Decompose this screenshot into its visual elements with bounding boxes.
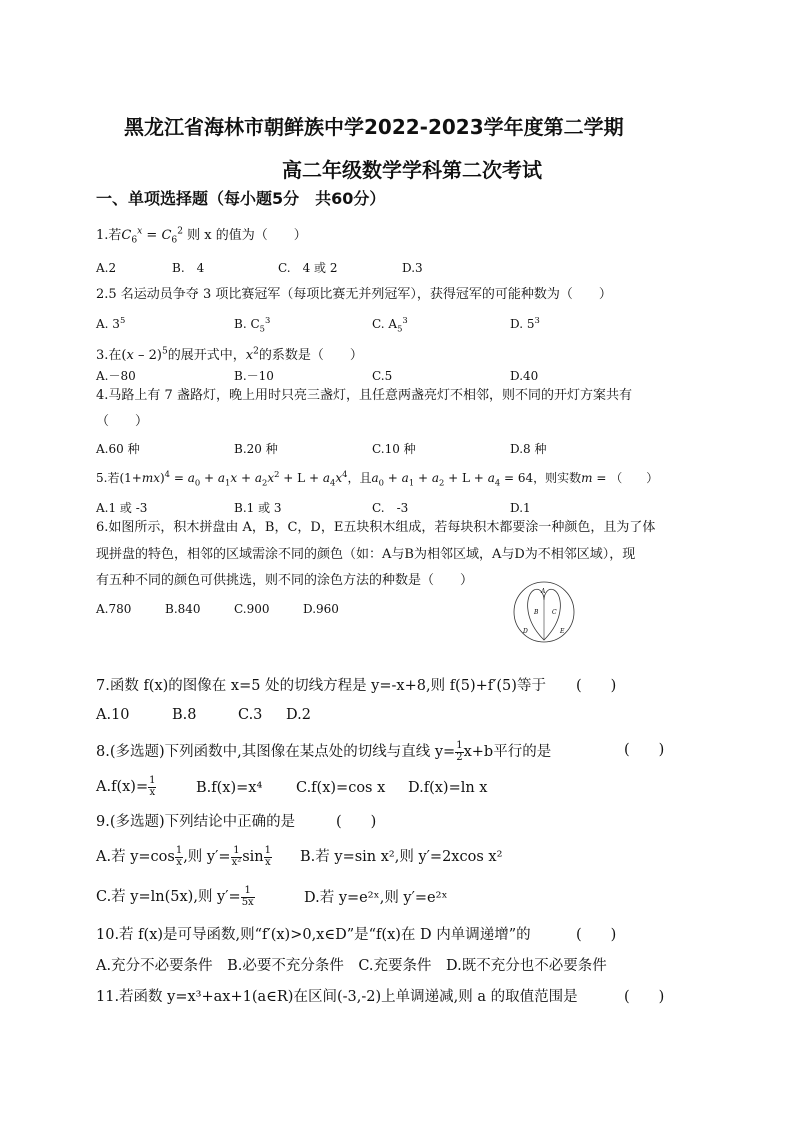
- q9-option-d: D.若 y=e²ˣ,则 y′=e²ˣ: [304, 890, 448, 906]
- question-11: 11.若函数 y=x³+ax+1(a∈R)在区间(-3,-2)上单调递减,则 a 的取值范围是: [96, 989, 578, 1005]
- question-9: 9.(多选题)下列结论中正确的是: [96, 814, 296, 830]
- diagram-label-a: A: [541, 588, 546, 595]
- q3-option-d: D.40: [510, 369, 539, 383]
- q3-option-c: C.5: [372, 369, 393, 383]
- q5-option-c: C. -3: [372, 501, 409, 515]
- q8-bracket: ( ): [624, 742, 665, 758]
- q6-option-b: B.840: [165, 602, 201, 616]
- q10-bracket: ( ): [576, 927, 617, 943]
- question-4-line1: 4.马路上有 7 盏路灯，晚上用时只亮三盏灯，且任意两盏亮灯不相邻，则不同的开灯方案共有: [96, 388, 632, 403]
- diagram-label-b: B: [534, 609, 539, 616]
- q1-option-c: C. 4 或 2: [278, 261, 338, 275]
- exam-title-line1: 黑龙江省海林市朝鲜族中学2022-2023学年度第二学期: [124, 115, 624, 139]
- q7-bracket: ( ): [576, 678, 617, 694]
- q9-option-b: B.若 y=sin x²,则 y′=2xcos x²: [300, 849, 503, 865]
- q2-option-d: D. $5^3$: [510, 315, 540, 331]
- q5-option-d: D.1: [510, 501, 531, 515]
- diagram-label-d: D: [523, 628, 528, 635]
- q10-options: A.充分不必要条件 B.必要不充分条件 C.充要条件 D.既不充分也不必要条件: [96, 958, 607, 974]
- q7-option-c: C.3: [238, 707, 263, 723]
- q6-option-c: C.900: [234, 602, 270, 616]
- q5-option-b: B.1 或 3: [234, 501, 282, 515]
- q8-option-a: A.f(x)= $\frac{1}{x}$: [96, 775, 156, 798]
- question-3: 3.在(x – 2)$^5$的展开式中，$x^2$的系数是（ ）: [96, 346, 363, 363]
- q3-option-a: A.－80: [96, 369, 136, 383]
- q6-option-a: A.780: [96, 602, 132, 616]
- q7-option-d: D.2: [286, 707, 311, 723]
- q11-bracket: ( ): [624, 989, 665, 1005]
- q9-option-c: C.若 y=ln(5x),则 y′= $\frac{1}{5x}$: [96, 885, 254, 908]
- puzzle-diagram: [508, 580, 580, 644]
- question-4-line2: （ ）: [96, 414, 149, 429]
- q4-option-a: A.60 种: [96, 442, 140, 456]
- q2-option-a: A. $3^5$: [96, 315, 126, 331]
- q8-option-d: D.f(x)=ln x: [408, 780, 488, 796]
- q4-option-c: C.10 种: [372, 442, 416, 456]
- q6-option-d: D.960: [303, 602, 339, 616]
- q9-bracket: ( ): [336, 814, 377, 830]
- q2-option-c: C. $A_5^3$: [372, 315, 408, 334]
- question-6-line1: 6.如图所示，积木拼盘由 A，B，C，D，E五块积木组成，若每块积木都要涂一种颜色，且为了体: [96, 520, 656, 535]
- q7-option-b: B.8: [172, 707, 197, 723]
- q9-option-a: A.若 y=cos $\frac{1}{x}$ ,则 y′= $\frac{1}{\text{x²}}$ sin $\frac{1}{x}$: [96, 845, 272, 868]
- q2-option-b: B. $C_5^3$: [234, 315, 271, 334]
- q4-option-b: B.20 种: [234, 442, 278, 456]
- q1-option-d: D.3: [402, 261, 423, 275]
- q8-option-b: B.f(x)=x⁴: [196, 780, 263, 796]
- diagram-label-e: E: [560, 628, 565, 635]
- diagram-label-c: C: [552, 609, 557, 616]
- q3-option-b: B.－10: [234, 369, 274, 383]
- question-7: 7.函数 f(x)的图像在 x=5 处的切线方程是 y=-x+8,则 f(5)+f′(5)等于: [96, 678, 546, 694]
- q4-option-d: D.8 种: [510, 442, 547, 456]
- question-6-line2: 现拼盘的特色，相邻的区域需涂不同的颜色（如：A与B为相邻区域，A与D为不相邻区域），现: [96, 547, 636, 562]
- question-1: 1.若$C_6^x = C_6^2$ 则 x 的值为（ ）: [96, 226, 307, 246]
- q7-option-a: A.10: [96, 707, 130, 723]
- q5-option-a: A.1 或 -3: [96, 501, 148, 515]
- question-2: 2.5 名运动员争夺 3 项比赛冠军（每项比赛无并列冠军），获得冠军的可能种数为（ ）: [96, 287, 612, 302]
- q1-option-b: B. 4: [172, 261, 205, 275]
- section-heading: 一、单项选择题（每小题5分 共60分）: [96, 189, 386, 208]
- exam-title-line2: 高二年级数学学科第二次考试: [282, 158, 542, 182]
- question-10: 10.若 f(x)是可导函数,则“f′(x)>0,x∈D”是“f(x)在 D 内单调递增”的: [96, 927, 531, 943]
- question-8: 8.(多选题)下列函数中,其图像在某点处的切线与直线 y= $\frac{1}{2}$ x+b平行的是: [96, 740, 552, 763]
- q1-option-a: A.2: [96, 261, 117, 275]
- q8-option-c: C.f(x)=cos x: [296, 780, 386, 796]
- question-6-line3: 有五种不同的颜色可供挑选，则不同的涂色方法的种数是（ ）: [96, 573, 474, 588]
- question-5: 5.若$(1+mx)^4 = a_0 + a_1x + a_2x^2 + L + a_4x^4$，且$a_0 + a_1 + a_2 + L + a_4 = 64$，则实数m = （ ）: [96, 469, 659, 488]
